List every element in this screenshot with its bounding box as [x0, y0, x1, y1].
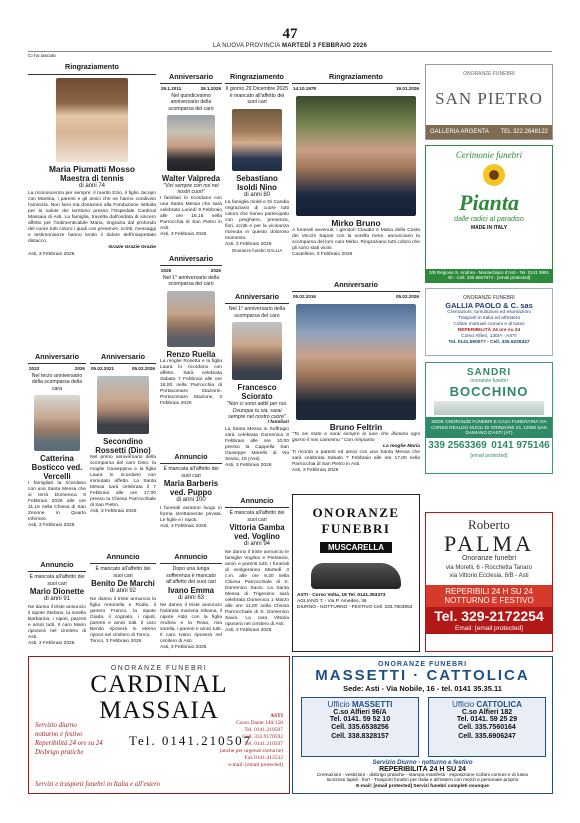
portrait-photo	[56, 78, 128, 162]
newspaper-name: LA NUOVA PROVINCIA	[212, 43, 281, 49]
ad-san-pietro-strip	[426, 125, 552, 139]
header-rule	[28, 51, 552, 52]
date-from: 05.02.2016	[293, 294, 316, 300]
ad-cardinal-bottom: Servizi e trasporti funebri in Italia e all'estero	[35, 781, 160, 788]
ad-massetti-box-1-head	[302, 700, 418, 709]
notice-text: La moglie Rosetta e la figlia Laura lo ricordano con affetto. Sarà celebrata Sabato 7 Febbraio alle ore 18,00 nella Parrocchia di Portacomaro Stazione. Portacomaro Stazione, 3 Febbraio 2026	[160, 358, 222, 406]
notice-title: Annuncio	[225, 496, 289, 508]
deceased-name: Maria Barberis ved. Puppo	[163, 479, 219, 498]
ad-pianta-t2: dalle radici al paradiso	[454, 216, 524, 223]
ad-bocchino-small: onoranze funebri	[470, 378, 508, 384]
ad-bocchino-brand1: SANDRI	[466, 367, 512, 378]
ad-palma-rep-2: NOTTURNO E FESTIVO	[444, 596, 534, 605]
notice-sign: La moglie Maria	[383, 443, 420, 449]
notice-ivano	[160, 552, 222, 652]
ad-muscarella-brand: MUSCARELLA	[320, 542, 392, 553]
notice-quote: "Non ci sono addii per noi. Ovunque tu sia, sarai sempre nel nostro cuore"	[226, 401, 288, 421]
date-from: 29.1.2011	[161, 86, 182, 92]
ad-palma-brand2: PALMA	[444, 531, 534, 556]
notice-credit: Onoranze funebri GALLIA	[231, 248, 283, 254]
portrait-photo	[97, 376, 149, 434]
notice-intro: È mancata all'affetto dei suoi cari	[29, 574, 85, 587]
ad-massetti-box-2-p1: Tel. 0141. 59 25 29	[456, 716, 518, 723]
notice-text: I famigliari la ricordano con una Santa Messa che si terrà Domenica 8 Febbraio 2026 alle ore 11,15 nella Chiesa di San Zenone in Quarto Inferiore.	[28, 481, 86, 523]
notice-place-date: Asti, 3 Febbraio 2026	[160, 645, 207, 651]
notice-intro: È mancata all'affetto dei suoi cari	[229, 510, 285, 523]
notice-title: Annuncio	[90, 552, 156, 564]
ad-san-pietro-left: GALLERIA ARGENTA	[430, 129, 489, 135]
deceased-name: Ivano Emma	[168, 585, 214, 595]
notice-title: Anniversario	[225, 292, 289, 304]
deceased-name: Maria Piumatti Mosso	[48, 163, 136, 174]
notice-place-date: Asti, 3 Febbraio 2026	[28, 251, 75, 257]
notice-title: Anniversario	[160, 254, 222, 266]
ad-san-pietro-logo: SAN PIETRO	[435, 89, 543, 108]
deceased-name: Mirko Bruno	[331, 217, 381, 228]
ad-massetti-box-2-head	[429, 700, 545, 709]
ad-bocchino-brand2: BOCCHINO	[449, 384, 529, 399]
ad-palma-rep-1: REPERIBILI 24 H SU 24	[445, 587, 533, 596]
notice-mosso	[28, 54, 156, 344]
date-to: 2026	[74, 366, 85, 372]
ad-san-pietro	[425, 64, 553, 140]
building-photo	[434, 401, 544, 415]
deceased-name: Sebastiano Isoldi Nino	[236, 173, 278, 192]
ad-bocchino-phone-2: 0141 975146	[491, 439, 550, 451]
notice-place-date: Asti, 3 Febbraio 2026	[90, 508, 137, 514]
notice-dates	[90, 366, 156, 372]
ad-cardinal-r1: ASTI	[270, 713, 283, 719]
notice-text: A funerali avvenuti, i genitori Claudio e Maria della Costa dei Vecchi Sapori con la sorella Irene, annunciano la scomparsa del loro caro Mirko. Ringraziano tutti coloro che gli sono stati vicini.	[292, 227, 420, 251]
ad-massetti-box-2-p2: Cell. 335.7560164	[458, 724, 516, 732]
deceased-age: di anni 91	[43, 596, 71, 603]
notice-text: Nel primo anniversario della scomparsa del caro Dino, la moglie Giuseppina e la figlia Laura lo ricordano con immutato affetto. La Santa Messa sarà celebrata il 7 Febbraio alle ore 17,00 presso la Chiesa Parrocchiale di San Pietro.	[90, 454, 156, 508]
notice-title: Anniversario	[28, 352, 86, 364]
deceased-age: di anni 63	[177, 594, 205, 601]
notice-text: Ne danno il triste annuncio il nipote Stefano, la sorella Barbarina, i nipoti, parenti e amici tutti. Il caro Mario riposerà nel cimitero di Asti.	[28, 604, 86, 640]
notice-sign: I familiari	[267, 420, 289, 426]
notice-text: La riconoscenza per sempre: il marito Ezio, il figlio Jacopo con Martina, i parenti e gli amici che ne hanno condiviso l'amicizia. Non farei ma donazioni alla Fondazione Istituita per la salute dei territorio presso l'Ospedale Cardinal Massaia di Asti. La famiglia, travolta dall'ondata di sincero affetto per l'indimenticabile Maria, ringrazia dal profondo del cuore tutti coloro i quali con presenze, scritti, messaggi e testimonianze hanno lenito il dolore dell'inaspettato distacco.	[28, 191, 156, 245]
ad-massetti-box-1	[301, 697, 419, 757]
notice-title: Ringraziamento	[28, 62, 156, 74]
ad-cardinal-r5: Tel. 0141.210507	[244, 741, 283, 747]
notice-title: Annuncio	[160, 552, 222, 564]
notice-quote: "Vivi sempre con noi nei nostri cuori"	[163, 183, 219, 196]
notice-title: Ringraziamento	[292, 72, 420, 84]
ad-gallia-l6: Tel. 0141.590077 - Cell. 335.6239347	[448, 340, 530, 345]
notice-ruella	[160, 254, 222, 444]
notice-dates	[292, 294, 420, 300]
deceased-name: Secondino Rossetti (Dino)	[95, 436, 151, 455]
notice-place-date: Asti, 3 Febbraio 2026	[28, 640, 75, 646]
notice-text: La famiglia Isoldi e Di Candia ringraziano di cuore tutti coloro che hanno partecipato con preghiere, presenza, fiori, scritti e per la vicinanza ricevuta in questo doloroso momento.	[225, 200, 289, 242]
ad-massetti-foot	[293, 761, 552, 790]
ad-gallia-l3: Cofani mortuari comuni e di lusso	[453, 322, 525, 327]
page-number: 47	[282, 26, 298, 42]
notice-intro: Nel terzo anniversario della scomparsa della cara	[31, 372, 83, 392]
notice-intro: È mancato all'affetto dei suoi cari	[95, 566, 151, 579]
notice-title: Annuncio	[160, 452, 222, 464]
ad-gallia-l1: Cremazioni, tumulazioni ed esumazioni	[447, 310, 531, 315]
date-from: 05.02.2021	[91, 366, 114, 372]
ad-cardinal-r8: e-mail: [email protected]	[228, 762, 283, 768]
ad-bocchino-phones	[426, 438, 552, 453]
ad-pianta-made: MADE IN ITALY	[470, 225, 508, 231]
ad-cardinal-left-2: notturno e festivo	[35, 731, 83, 738]
notice-vercelli	[28, 352, 86, 558]
notice-title: Annuncio	[28, 560, 86, 572]
ad-gallia	[425, 288, 553, 356]
notice-intro: Il giorno 29 Dicembre 2025 è mancato all'affetto dei suoi cari	[225, 86, 289, 106]
ad-muscarella-line-1: ASTI - Corso Volta, 18 Tel. 0141.353373	[297, 593, 386, 598]
ad-palma-address	[426, 564, 552, 580]
ad-massetti-f3: E-mail: [email protected] Servizi funebri completi ovunque	[356, 784, 489, 790]
portrait-photo	[167, 115, 215, 171]
notice-text: La Santa Messa in Suffragio sarà celebrata Domenica 8 Febbraio alle ore 10,00 presso la Cappella San Giuseppe Marello di Via Sevito, 19 (Asti).	[225, 426, 289, 462]
notice-valpreda	[160, 72, 222, 248]
notice-title: Anniversario	[160, 72, 222, 84]
ad-massetti-f1: Cremazioni - vestizioni - disbrigo pratiche - stampa manifesti - esposizione Cofani comuni e di lusso	[316, 772, 529, 778]
ad-muscarella-lines	[293, 593, 419, 612]
notice-gamba	[225, 496, 289, 652]
lead-note: Ci ho lasciati	[28, 54, 56, 59]
ad-massetti-box-2-h2: CATTOLICA	[476, 700, 522, 709]
ad-palma-address-1: via Morelli, 6 - Rocchetta Tanaro	[446, 565, 532, 571]
ad-massetti-service: Servizio Diurno - notturno e festivo	[372, 760, 473, 767]
ad-massetti-box-1-p2: Cell. 335.6538256	[331, 724, 389, 732]
deceased-name: Catterina Bosticco ved. Vercelli	[31, 454, 83, 482]
ad-cardinal-left	[35, 721, 103, 757]
ad-massetti-box-1-h2: MASSETTI	[351, 700, 393, 709]
ad-cardinal-r4: Cell. 333.9170592	[242, 734, 283, 740]
ad-bocchino-email: [email protected]	[470, 452, 508, 459]
deceased-name: Benito De Marchi	[91, 579, 155, 589]
ad-cardinal-r3: Tel. 0141.210507	[244, 727, 283, 733]
ad-massetti-box-1-address: C.so Alfieri 96/A	[333, 709, 387, 716]
ad-cardinal-left-1: Servizio diurno	[35, 722, 77, 729]
ad-muscarella-arc: ONORANZE FUNEBRI	[312, 505, 400, 536]
deceased-age: di anni 100	[176, 497, 206, 504]
portrait-photo	[34, 395, 80, 451]
ad-gallia-brand: GALLIA PAOLO & C. sas	[445, 301, 533, 310]
ad-palma-brand1: Roberto	[468, 517, 510, 532]
ad-palma-address-2: via Vittorio Ecclesia, 8/B - Asti	[449, 573, 529, 579]
ad-massetti-box-2	[428, 697, 546, 757]
notice-place-date: Tonco, 3 Febbraio 2026	[90, 638, 142, 644]
ad-palma	[425, 512, 553, 652]
ad-massetti-brand: MASSETTI · CATTOLICA	[315, 667, 530, 684]
date-to: 05.02.2026	[132, 366, 155, 372]
portrait-photo	[232, 109, 282, 171]
notice-text: I familiari lo ricordano con una Santa Messa che sarà celebrata Lunedì 9 Febbraio alle ore 18,15 nella Parrocchia di San Pietro in Asti.	[160, 195, 222, 231]
portrait-photo	[296, 96, 416, 216]
hearse-icon	[311, 563, 401, 589]
ad-pianta-t1: Cerimonie funebri	[455, 150, 523, 160]
ad-cardinal-r7: Fax 0141.412532	[244, 755, 283, 761]
notice-title: Ringraziamento	[225, 72, 289, 84]
portrait-photo	[296, 304, 416, 420]
ad-muscarella	[292, 494, 420, 652]
ad-cardinal-brand: CARDINAL MASSAIA	[90, 671, 228, 724]
deceased-age: di anni 74	[78, 182, 106, 189]
notice-isoldi	[225, 72, 289, 282]
notice-sign: Grazie Grazie Grazie	[108, 245, 156, 251]
notice-place-date: Castellere, 3 Febbraio 2026	[292, 251, 353, 257]
notice-rossetti	[90, 352, 156, 548]
notice-title: Anniversario	[90, 352, 156, 364]
notice-demarchi	[90, 552, 156, 652]
ad-massetti-box-1-p1: Tel. 0141. 59 52 10	[329, 716, 391, 723]
notice-dionette	[28, 560, 86, 650]
ad-palma-rep	[426, 585, 552, 607]
notice-place-date: Asti, 3 Febbraio 2026	[225, 627, 272, 633]
ad-gallia-l2: Trasporti in Italia ed all'estero	[457, 316, 521, 321]
deceased-name: Bruno Feltrin	[329, 421, 383, 432]
notice-text: Ne danno il triste annuncio le famiglie Voglino e Pietanesi, amici e parenti tutti. I funerali di svolgeranno Martedì 3 c.m. alle ore 9,30 nella Chiesa Parrocchiale di S. Domenico Savio. La Santa Messa di Trigesimo sarà celebrata Domenica 1 Marzo alle ore 11,00 nella Chiesa Parrocchiale di S. Domenico Savio. La cara Vittoria riposerà nel cimitero di Asti.	[225, 549, 289, 627]
header-line	[0, 43, 580, 49]
notice-feltrin	[292, 280, 420, 486]
ad-massetti-box-1-h1: Ufficio	[327, 700, 350, 709]
deceased-subtitle: Maestra di tennis	[60, 173, 124, 183]
ad-cardinal-left-3: Reperibilità 24 ore su 24	[35, 740, 103, 747]
ad-muscarella-line-2: AGLIANO T. - Via P. Amedeo, 36	[297, 599, 367, 605]
notice-text: I funerali avranno luogo in forma strettamente privata. Le figlie e i nipoti.	[160, 505, 222, 523]
date-to: 05.02.2026	[396, 294, 419, 300]
notice-place-date: Asti, 3 Febbraio 2026	[292, 468, 339, 474]
date-from: 2025	[161, 268, 172, 274]
ad-cardinal-phone: Tel. 0141.210507	[129, 733, 253, 748]
ad-massetti-box-1-p3: Cell. 338.8328157	[331, 732, 389, 740]
sunflower-icon	[483, 164, 505, 186]
ad-massetti-reperibilita: REPERIBILITÀ 24 H SU 24	[379, 765, 466, 773]
notice-text: Ne danno il triste annuncio la figlia Antonella e Rodio, il genero Franco, la nipote Giada, il cognato, i nipoti, parenti e amici tutti. Il caro Benito riposerà in eterno riposo nel cimitero di Tonco.	[90, 596, 156, 638]
ad-pianta-info: 2/B Regione S. Andrea - Montechiaro d'Asti - Tel. 0141 9991 40 - Cell. 335 6657974 - [email protected]	[426, 269, 552, 282]
date-from: 2023	[29, 366, 40, 372]
notice-place-date: Asti, 3 Febbraio 2026	[160, 523, 207, 529]
ad-cardinal-r2: Corso Dante 140/150	[235, 720, 283, 726]
ad-pianta-brand: Pianta	[459, 190, 519, 215]
notice-dates	[292, 86, 420, 92]
date-to: 2026	[210, 268, 221, 274]
notice-text: Ti ricordo a parenti ed amici con una Santa Messa che sarà celebrata Sabato 7 Febbraio alle ore 17,00 nella Parrocchia di San Pietro in Asti.	[292, 450, 420, 468]
deceased-age: di anni 94	[243, 541, 271, 548]
notice-intro: Nel quindicesimo anniversario della scomparsa del caro	[168, 92, 214, 112]
notice-sciorato	[225, 292, 289, 490]
ad-cardinal-r6: (anche per urgenze notturne)	[219, 748, 283, 754]
ad-palma-tagline: Onoranze funebri	[461, 555, 517, 562]
notice-place-date: Asti, 3 Febbraio 2026	[225, 242, 272, 248]
ad-gallia-l4: REPERIBILITÀ 24 ore su 24	[457, 328, 521, 333]
notice-place-date: Asti, 3 Febbraio 2026	[160, 231, 207, 237]
ad-san-pietro-top: ONORANZE FUNEBRI	[463, 71, 515, 77]
notice-title: Anniversario	[292, 280, 420, 292]
notice-quote: "Tu sei stato e sarai sempre la luce che illumina ogni giorno il mio cammino." Con rimpianto	[292, 431, 420, 443]
ad-cardinal-on: ONORANZE FUNEBRI	[110, 665, 208, 672]
ad-massetti-sede: Sede: Asti - Via Nobile, 16 - tel. 0141 35.35.11	[343, 684, 502, 693]
ad-cardinal-right	[220, 713, 283, 769]
deceased-name: Francesco Sciorato	[237, 383, 277, 402]
ad-palma-tel: Tel. 329-2172254	[426, 607, 552, 625]
ad-bocchino-bar: SEDE ONORANZE FUNEBRI E CASA FUNERARIA VIA CORSO REALDO NUOLI DI GRINZANE 24, 12050 SAN DAMIANO D'ASTI (AT)	[426, 417, 552, 438]
deceased-name: Vittoria Gamba ved. Voglino	[229, 523, 285, 542]
ad-palma-email: Email: [email protected]	[426, 625, 552, 634]
deceased-age: di anni 92	[109, 588, 137, 595]
deceased-age: di anni 80	[243, 191, 271, 198]
ad-pianta	[425, 145, 553, 283]
notice-place-date: Asti, 3 Febbraio 2026	[28, 523, 75, 529]
date-from: 14.10.1978	[293, 86, 316, 92]
ad-san-pietro-phone: TEL 322.2648122	[500, 129, 548, 135]
ad-massetti-cattolica	[292, 656, 553, 794]
ad-gallia-l5: Corso Alfieri, 130/A - ASTI	[461, 334, 517, 339]
ad-muscarella-line-3: DIURNO - NOTTURNO - FESTIVO Cell. 333.7803953	[297, 605, 413, 611]
issue-date: MARTEDÌ 3 FEBBRAIO 2026	[282, 43, 367, 49]
ad-massetti-box-2-address: C.so Alfieri 182	[461, 709, 513, 716]
notice-intro: Dopo una lunga sofferenza è mancato all'affetto dei suoi cari	[166, 566, 216, 586]
ad-massetti-f2: Iscrizioni lapidi - fiori - Trasporti funebri per Italia e all'estero con mezzi e personale proprio	[326, 778, 519, 784]
deceased-name: Renzo Ruella	[166, 349, 216, 359]
deceased-name: Walter Valpreda	[161, 174, 221, 184]
ad-cardinal-massaia	[28, 656, 290, 794]
page-header	[0, 26, 580, 49]
notice-barberis	[160, 452, 222, 548]
notice-intro: Nel 1° anniversario della scomparsa del caro	[162, 274, 220, 288]
date-to: 29.1.2026	[200, 86, 221, 92]
ad-massetti-on: ONORANZE FUNEBRI	[377, 661, 468, 668]
notice-intro: È mancata all'affetto dei suoi cari	[163, 466, 219, 479]
portrait-photo	[232, 322, 282, 380]
notice-text: Ne danno il triste annuncio l'adorata mamma Silvana, il nipote Aldo con la figlia Andrea e la Rosa, mia sorella, i parenti e amici tutti. Il caro Ivano riposerà nel cimitero di Asti.	[160, 603, 222, 645]
ad-bocchino	[425, 362, 553, 474]
portrait-photo	[167, 291, 215, 347]
notice-bruno	[292, 72, 420, 276]
deceased-name: Mario Dionette	[29, 587, 85, 597]
ad-massetti-box-2-h1: Ufficio	[452, 700, 475, 709]
ad-massetti-box-2-p3: Cell. 335.6906247	[458, 732, 516, 740]
ad-bocchino-phone-1: 339 2563369	[428, 439, 487, 451]
ad-cardinal-left-4: Disbrigo pratiche	[35, 749, 84, 756]
ad-gallia-t1: ONORANZE FUNEBRI	[463, 295, 515, 301]
date-to: 19.01.2026	[396, 86, 419, 92]
notice-intro: Nel 1° anniversario della scomparsa del caro	[228, 306, 286, 319]
notice-place-date: Asti, 3 Febbraio 2026	[225, 462, 272, 468]
